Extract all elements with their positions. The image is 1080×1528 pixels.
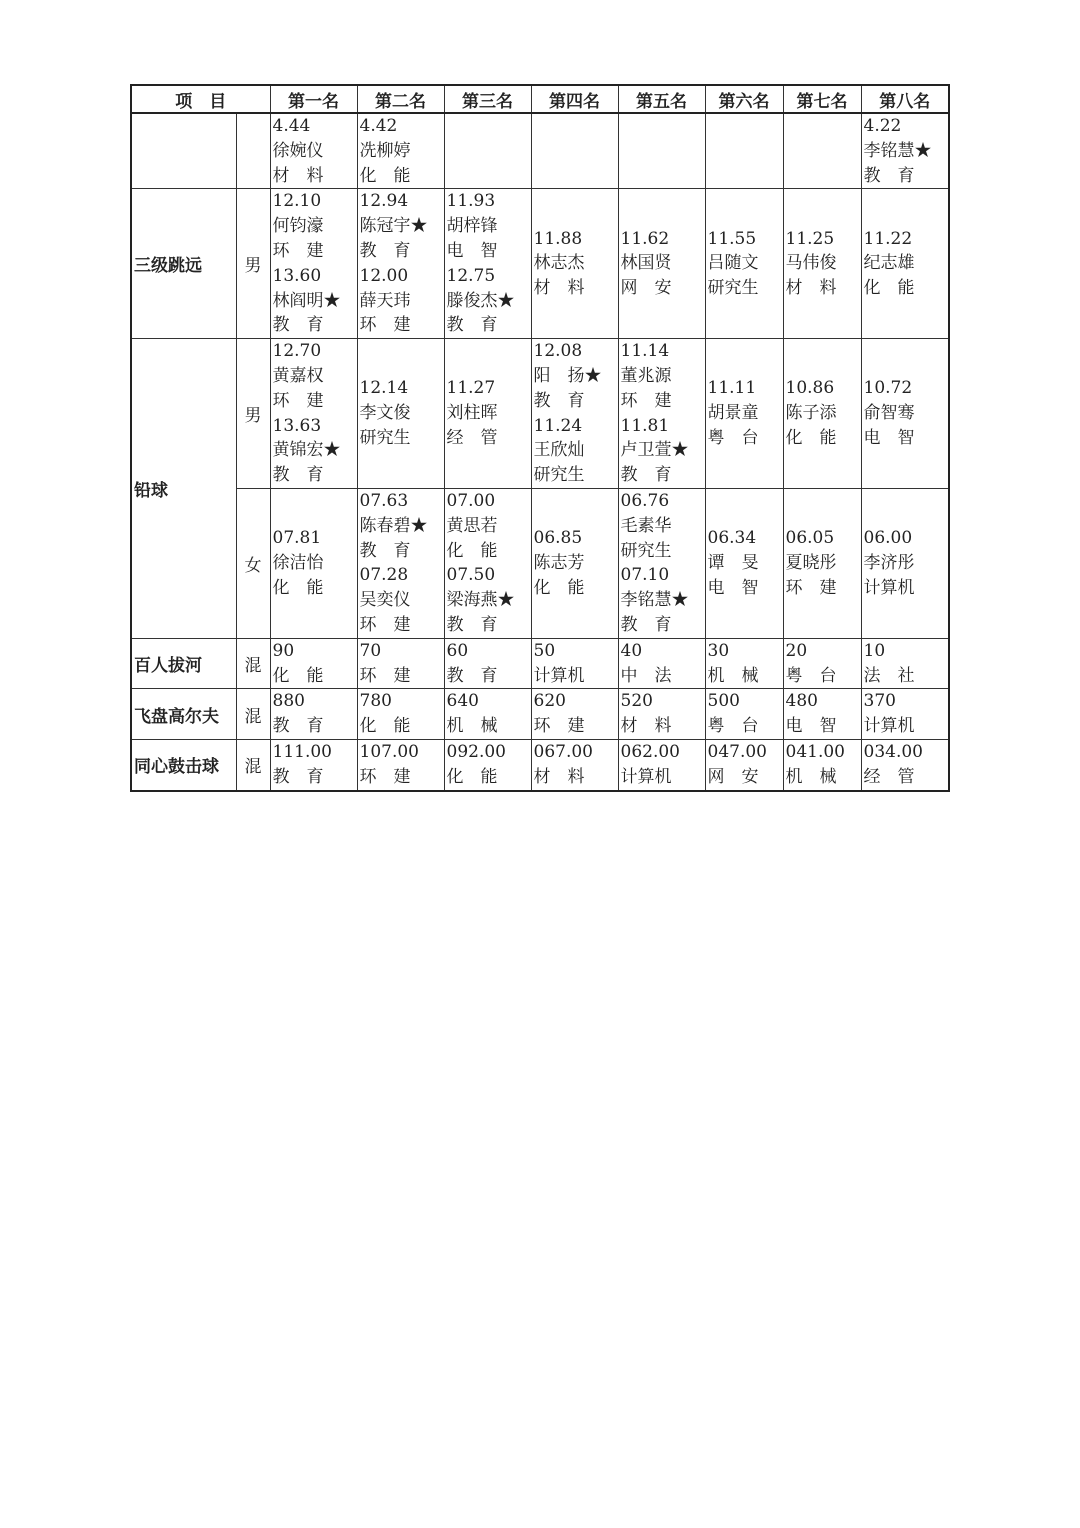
header-rank-8: 第八名	[861, 85, 949, 113]
result-value: 12.10	[272, 191, 322, 212]
result-value: 06.05	[785, 528, 835, 549]
rank-cell	[357, 113, 444, 189]
result-value: 062.00	[620, 741, 680, 762]
result-line: 材 料	[533, 766, 585, 787]
rank-cell	[861, 739, 949, 790]
result-line: 材 料	[533, 278, 585, 299]
result-line: 计算机	[863, 577, 915, 598]
result-line: 教 育	[272, 315, 324, 336]
result-line: 纪志雄	[863, 253, 915, 274]
result-line: 李铭慧★	[863, 140, 932, 161]
rank-cell	[618, 488, 705, 638]
header-rank-4: 第四名	[531, 85, 618, 113]
result-value: 520	[620, 691, 653, 712]
result-value: 60	[446, 640, 469, 661]
rank-cell	[705, 339, 783, 489]
rank-cell	[444, 689, 531, 740]
result-value: 11.24	[533, 415, 583, 436]
result-value: 107.00	[359, 741, 419, 762]
result-line: 环 建	[533, 716, 585, 737]
result-line: 梁海燕★	[446, 590, 515, 611]
result-line: 林阎明★	[272, 290, 341, 311]
rank-cell	[531, 689, 618, 740]
result-value: 07.63	[359, 490, 409, 511]
event-name: 百人拔河	[131, 638, 236, 689]
result-value: 90	[272, 640, 295, 661]
rank-cell	[783, 113, 861, 189]
result-value: 11.25	[785, 228, 835, 249]
result-line: 毛素华	[620, 515, 672, 536]
header-rank-1: 第一名	[270, 85, 357, 113]
rank-cell	[357, 638, 444, 689]
result-value: 780	[359, 691, 392, 712]
result-value: 11.88	[533, 228, 583, 249]
result-value: 880	[272, 691, 305, 712]
result-value: 034.00	[863, 741, 923, 762]
result-line: 粤 台	[785, 665, 837, 686]
result-line: 冼柳婷	[359, 140, 411, 161]
result-value: 12.00	[359, 265, 409, 286]
rank-cell	[618, 638, 705, 689]
result-line: 材 料	[785, 278, 837, 299]
result-value: 06.00	[863, 528, 913, 549]
rank-cell	[783, 488, 861, 638]
result-line: 机 械	[785, 766, 837, 787]
result-value: 11.22	[863, 228, 913, 249]
rank-cell	[705, 113, 783, 189]
result-value: 12.70	[272, 341, 322, 362]
result-line: 计算机	[533, 665, 585, 686]
result-value: 07.10	[620, 565, 670, 586]
rank-cell	[444, 113, 531, 189]
result-value: 11.62	[620, 228, 670, 249]
result-line: 黄锦宏★	[272, 440, 341, 461]
result-line: 研究生	[533, 465, 585, 486]
result-line: 李文俊	[359, 403, 411, 424]
result-line: 化 能	[446, 766, 498, 787]
result-line: 黄嘉权	[272, 365, 324, 386]
result-line: 环 建	[359, 665, 411, 686]
result-value: 041.00	[785, 741, 845, 762]
gender-mixed: 混	[236, 739, 270, 790]
result-line: 董兆源	[620, 365, 672, 386]
result-line: 电 智	[785, 716, 837, 737]
rank-cell	[531, 638, 618, 689]
header-item: 项 目	[131, 85, 270, 113]
results-body	[131, 113, 949, 791]
result-line: 教 育	[359, 540, 411, 561]
result-value: 12.75	[446, 265, 496, 286]
result-value: 13.63	[272, 415, 322, 436]
result-value: 07.81	[272, 528, 322, 549]
result-value: 50	[533, 640, 556, 661]
result-value: 70	[359, 640, 382, 661]
result-line: 研究生	[707, 278, 759, 299]
result-line: 网 安	[707, 766, 759, 787]
rank-cell	[783, 638, 861, 689]
result-line: 经 管	[863, 766, 915, 787]
rank-cell	[861, 189, 949, 339]
event-name: 三级跳远	[131, 189, 236, 339]
gender-male: 男	[236, 339, 270, 489]
result-line: 教 育	[620, 614, 672, 635]
result-line: 徐洁怡	[272, 552, 324, 573]
result-line: 研究生	[620, 540, 672, 561]
result-value: 4.42	[359, 116, 398, 136]
result-line: 教 育	[272, 716, 324, 737]
rank-cell	[444, 339, 531, 489]
result-line: 教 育	[272, 766, 324, 787]
result-value: 06.34	[707, 528, 757, 549]
result-line: 研究生	[359, 427, 411, 448]
result-value: 10.72	[863, 378, 913, 399]
result-line: 谭 旻	[707, 552, 759, 573]
result-line: 环 建	[272, 240, 324, 261]
result-line: 卢卫萱★	[620, 440, 689, 461]
result-line: 教 育	[359, 240, 411, 261]
result-line: 吕随文	[707, 253, 759, 274]
rank-cell	[270, 113, 357, 189]
result-line: 材 料	[620, 716, 672, 737]
result-line: 教 育	[620, 465, 672, 486]
result-value: 11.14	[620, 341, 670, 362]
rank-cell	[270, 638, 357, 689]
result-line: 化 能	[359, 165, 411, 186]
table-row	[131, 189, 949, 339]
result-line: 环 建	[272, 390, 324, 411]
result-line: 材 料	[272, 165, 324, 186]
result-value: 480	[785, 691, 818, 712]
table-row	[131, 339, 949, 489]
result-value: 047.00	[707, 741, 767, 762]
rank-cell	[783, 689, 861, 740]
result-line: 电 智	[863, 427, 915, 448]
rank-cell	[357, 739, 444, 790]
event-name	[131, 113, 236, 189]
result-line: 化 能	[785, 427, 837, 448]
rank-cell	[861, 113, 949, 189]
result-line: 计算机	[863, 716, 915, 737]
header-rank-5: 第五名	[618, 85, 705, 113]
rank-cell	[618, 339, 705, 489]
result-value: 06.85	[533, 528, 583, 549]
rank-cell	[705, 638, 783, 689]
result-value: 12.14	[359, 378, 409, 399]
rank-cell	[783, 739, 861, 790]
result-line: 马伟俊	[785, 253, 837, 274]
event-name: 飞盘高尔夫	[131, 689, 236, 740]
result-value: 30	[707, 640, 730, 661]
result-line: 林国贤	[620, 253, 672, 274]
result-value: 40	[620, 640, 643, 661]
rank-cell	[705, 189, 783, 339]
rank-cell	[270, 739, 357, 790]
result-value: 13.60	[272, 265, 322, 286]
rank-cell	[531, 113, 618, 189]
result-line: 教 育	[446, 315, 498, 336]
result-line: 滕俊杰★	[446, 290, 515, 311]
rank-cell	[861, 488, 949, 638]
result-line: 化 能	[272, 665, 324, 686]
header-row	[131, 85, 949, 113]
result-value: 07.00	[446, 490, 496, 511]
rank-cell	[357, 488, 444, 638]
result-line: 电 智	[707, 577, 759, 598]
rank-cell	[783, 189, 861, 339]
rank-cell	[531, 488, 618, 638]
result-line: 李铭慧★	[620, 590, 689, 611]
result-value: 11.93	[446, 191, 496, 212]
result-line: 粤 台	[707, 427, 759, 448]
result-line: 黄思若	[446, 515, 498, 536]
result-line: 机 械	[446, 716, 498, 737]
gender-female: 女	[236, 488, 270, 638]
header-rank-6: 第六名	[705, 85, 783, 113]
result-value: 11.11	[707, 378, 757, 399]
result-line: 胡景童	[707, 403, 759, 424]
header-rank-2: 第二名	[357, 85, 444, 113]
event-name: 铅球	[131, 339, 236, 639]
result-line: 陈子添	[785, 403, 837, 424]
event-name: 同心鼓击球	[131, 739, 236, 790]
result-line: 王欣灿	[533, 440, 585, 461]
rank-cell	[444, 189, 531, 339]
rank-cell	[270, 488, 357, 638]
rank-cell	[618, 689, 705, 740]
rank-cell	[357, 339, 444, 489]
result-value: 11.27	[446, 378, 496, 399]
result-value: 640	[446, 691, 479, 712]
rank-cell	[531, 739, 618, 790]
header-rank-7: 第七名	[783, 85, 861, 113]
rank-cell	[444, 488, 531, 638]
result-line: 林志杰	[533, 253, 585, 274]
result-line: 化 能	[359, 716, 411, 737]
header-rank-3: 第三名	[444, 85, 531, 113]
result-line: 网 安	[620, 278, 672, 299]
results-sheet	[130, 84, 950, 792]
result-line: 环 建	[359, 614, 411, 635]
gender-male: 男	[236, 189, 270, 339]
table-row	[131, 488, 949, 638]
result-value: 06.76	[620, 490, 670, 511]
rank-cell	[705, 689, 783, 740]
result-line: 何钧濠	[272, 216, 324, 237]
result-line: 计算机	[620, 766, 672, 787]
rank-cell	[357, 189, 444, 339]
result-value: 07.28	[359, 565, 409, 586]
result-line: 胡梓锋	[446, 216, 498, 237]
result-value: 620	[533, 691, 566, 712]
rank-cell	[270, 689, 357, 740]
gender-cell	[236, 113, 270, 189]
result-line: 陈春碧★	[359, 515, 428, 536]
result-line: 法 社	[863, 665, 915, 686]
table-row	[131, 113, 949, 189]
gender-mixed: 混	[236, 638, 270, 689]
rank-cell	[531, 339, 618, 489]
result-line: 徐婉仪	[272, 140, 324, 161]
result-value: 07.50	[446, 565, 496, 586]
result-line: 环 建	[620, 390, 672, 411]
result-line: 夏晓彤	[785, 552, 837, 573]
rank-cell	[357, 689, 444, 740]
rank-cell	[531, 189, 618, 339]
result-line: 化 能	[863, 278, 915, 299]
result-line: 化 能	[533, 577, 585, 598]
result-value: 500	[707, 691, 740, 712]
gender-mixed: 混	[236, 689, 270, 740]
result-line: 环 建	[785, 577, 837, 598]
rank-cell	[618, 113, 705, 189]
rank-cell	[618, 189, 705, 339]
result-value: 370	[863, 691, 896, 712]
rank-cell	[705, 488, 783, 638]
result-value: 111.00	[272, 741, 332, 762]
result-line: 中 法	[620, 665, 672, 686]
result-value: 12.94	[359, 191, 409, 212]
result-line: 陈志芳	[533, 552, 585, 573]
result-line: 俞智骞	[863, 403, 915, 424]
result-value: 092.00	[446, 741, 506, 762]
result-line: 教 育	[863, 165, 915, 186]
result-value: 20	[785, 640, 808, 661]
result-line: 吴奕仪	[359, 590, 411, 611]
result-line: 教 育	[272, 465, 324, 486]
result-line: 教 育	[533, 390, 585, 411]
result-line: 薛天玮	[359, 290, 411, 311]
result-line: 经 管	[446, 427, 498, 448]
result-line: 环 建	[359, 315, 411, 336]
rank-cell	[270, 189, 357, 339]
table-row	[131, 689, 949, 740]
result-value: 4.22	[863, 116, 902, 136]
rank-cell	[444, 638, 531, 689]
result-value: 10.86	[785, 378, 835, 399]
rank-cell	[783, 339, 861, 489]
results-table	[130, 84, 950, 792]
result-line: 刘柱晖	[446, 403, 498, 424]
table-row	[131, 638, 949, 689]
result-value: 4.44	[272, 116, 311, 136]
result-value: 11.55	[707, 228, 757, 249]
result-line: 李济彤	[863, 552, 915, 573]
result-value: 11.81	[620, 415, 670, 436]
result-value: 10	[863, 640, 886, 661]
result-value: 067.00	[533, 741, 593, 762]
result-line: 电 智	[446, 240, 498, 261]
result-line: 阳 扬★	[533, 365, 602, 386]
table-row	[131, 739, 949, 790]
result-line: 机 械	[707, 665, 759, 686]
result-line: 教 育	[446, 614, 498, 635]
rank-cell	[270, 339, 357, 489]
result-line: 教 育	[446, 665, 498, 686]
result-line: 化 能	[272, 577, 324, 598]
rank-cell	[861, 689, 949, 740]
result-line: 环 建	[359, 766, 411, 787]
result-value: 12.08	[533, 341, 583, 362]
rank-cell	[861, 638, 949, 689]
result-line: 陈冠宇★	[359, 216, 428, 237]
rank-cell	[861, 339, 949, 489]
rank-cell	[705, 739, 783, 790]
rank-cell	[444, 739, 531, 790]
rank-cell	[618, 739, 705, 790]
result-line: 化 能	[446, 540, 498, 561]
result-line: 粤 台	[707, 716, 759, 737]
